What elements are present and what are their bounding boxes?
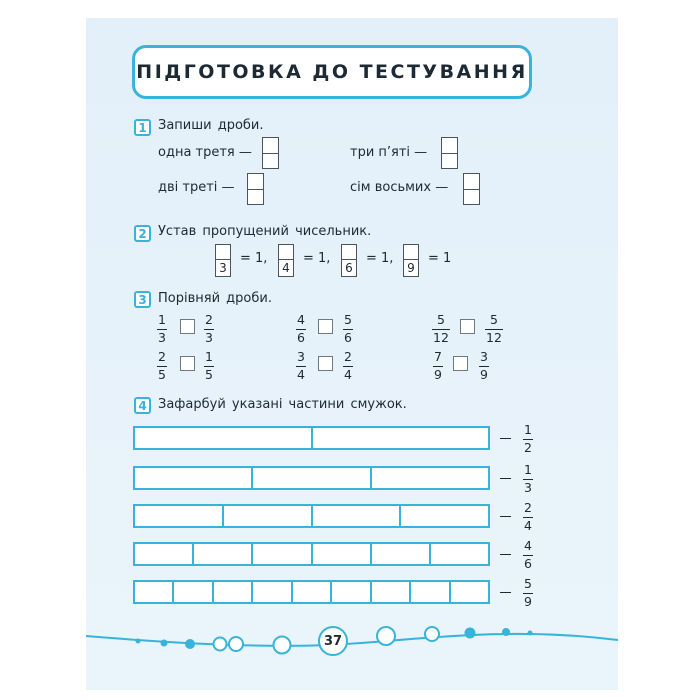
page-title: ПІДГОТОВКА ДО ТЕСТУВАННЯ [132,45,532,99]
numerator: 5 [436,312,445,327]
strip-segment[interactable] [135,582,174,602]
task-1-item-3: дві треті — [158,180,235,195]
task-1-answer-box-4[interactable] [463,173,480,205]
strip-segment[interactable] [224,506,313,526]
strip-segment[interactable] [401,506,488,526]
task-2-denominator-2: 4 [282,261,290,275]
numerator: 2 [344,349,352,364]
strip-segment[interactable] [313,428,489,448]
denominator: 4 [344,366,352,382]
numerator: 2 [205,312,213,327]
task-2-fraction-1[interactable] [215,244,231,277]
task-3-pair-6-left [433,351,443,381]
task-3-pair-5-right [343,351,353,381]
denominator: 6 [344,329,352,345]
numerator: 4 [524,538,532,553]
numerator: 5 [524,576,532,591]
task-3-pair-2-right [343,314,353,344]
strip-segment[interactable] [293,582,332,602]
numerator: 4 [297,312,305,327]
strip-segment[interactable] [372,544,431,564]
dash [500,516,511,517]
task-3-compare-box-5[interactable] [318,356,333,371]
task-2-equals-3: = 1, [366,251,394,266]
task-3-pair-4-right [204,351,214,381]
denominator: 12 [433,329,449,345]
denominator: 6 [297,329,305,345]
strip-segment[interactable] [411,582,450,602]
task-2-equals-1: = 1, [240,251,268,266]
denominator: 5 [158,366,166,382]
strip-segment[interactable] [431,544,488,564]
fraction-strip-3[interactable] [133,504,490,528]
strip-segment[interactable] [372,468,488,488]
page-number: 37 [318,626,348,656]
numerator: 5 [489,312,498,327]
strip-fraction-label-3 [523,502,533,532]
numerator: 7 [434,349,442,364]
task-1-answer-box-2[interactable] [441,137,458,169]
numerator: 2 [158,349,166,364]
task-2-denominator-4: 9 [407,261,415,275]
numerator: 2 [524,500,532,515]
task-3-compare-box-4[interactable] [180,356,195,371]
strip-segment[interactable] [214,582,253,602]
task-3-pair-1-right [204,314,214,344]
dash [500,592,511,593]
task-2-fraction-4[interactable] [403,244,419,277]
task-4-text: Зафарбуй указані частини смужок. [158,397,407,412]
strip-segment[interactable] [135,506,224,526]
denominator: 4 [297,366,305,382]
task-2-number: 2 [134,225,151,242]
strip-fraction-label-1 [523,424,533,454]
task-3-pair-5-left [296,351,306,381]
denominator: 3 [205,329,213,345]
strip-segment[interactable] [253,544,312,564]
task-2-text: Устав пропущений чисельник. [158,224,372,239]
strip-segment[interactable] [253,582,292,602]
task-3-pair-3-left [432,314,450,344]
fraction-strip-4[interactable] [133,542,490,566]
numerator: 3 [297,349,305,364]
denominator: 6 [524,555,532,571]
task-3-pair-1-left [157,314,167,344]
task-1-item-2: три п’яті — [350,145,428,160]
strip-segment[interactable] [174,582,213,602]
denominator: 5 [205,366,213,382]
strip-segment[interactable] [451,582,488,602]
numerator: 1 [205,349,213,364]
dash [500,438,511,439]
task-3-compare-box-2[interactable] [318,319,333,334]
task-3-number: 3 [134,291,151,308]
task-1-item-4: сім восьмих — [350,180,449,195]
strip-segment[interactable] [332,582,371,602]
task-2-denominator-1: 3 [219,261,227,275]
footer-decoration [86,600,618,680]
strip-segment[interactable] [194,544,253,564]
denominator: 9 [524,593,532,609]
denominator: 9 [480,366,488,382]
strip-segment[interactable] [135,468,253,488]
task-3-compare-box-3[interactable] [460,319,475,334]
numerator: 1 [524,422,532,437]
task-1-number: 1 [134,119,151,136]
strip-segment[interactable] [372,582,411,602]
strip-fraction-label-4 [523,540,533,570]
task-1-item-1: одна третя — [158,145,252,160]
task-3-pair-3-right [485,314,503,344]
numerator: 1 [524,462,532,477]
fraction-strip-2[interactable] [133,466,490,490]
task-3-pair-2-left [296,314,306,344]
task-3-text: Порівняй дроби. [158,291,272,306]
strip-segment[interactable] [313,506,402,526]
denominator: 2 [524,439,532,455]
denominator: 9 [434,366,442,382]
denominator: 3 [524,479,532,495]
strip-segment[interactable] [253,468,371,488]
task-2-equals-4: = 1 [428,251,452,266]
task-1-answer-box-1[interactable] [262,137,279,169]
task-3-pair-6-right [479,351,489,381]
strip-segment[interactable] [135,428,313,448]
denominator: 3 [158,329,166,345]
strip-fraction-label-2 [523,464,533,494]
task-3-compare-box-1[interactable] [180,319,195,334]
task-3-compare-box-6[interactable] [453,356,468,371]
denominator: 4 [524,517,532,533]
task-4-number: 4 [134,397,151,414]
dash [500,554,511,555]
task-2-equals-2: = 1, [303,251,331,266]
numerator: 1 [158,312,166,327]
denominator: 12 [486,329,502,345]
task-1-text: Запиши дроби. [158,118,264,133]
dash [500,478,511,479]
numerator: 5 [344,312,352,327]
fraction-strip-1[interactable] [133,426,490,450]
task-2-fraction-3[interactable] [341,244,357,277]
numerator: 3 [480,349,488,364]
strip-segment[interactable] [135,544,194,564]
strip-segment[interactable] [313,544,372,564]
task-2-denominator-3: 6 [345,261,353,275]
task-3-pair-4-left [157,351,167,381]
task-2-fraction-2[interactable] [278,244,294,277]
task-1-answer-box-3[interactable] [247,173,264,205]
